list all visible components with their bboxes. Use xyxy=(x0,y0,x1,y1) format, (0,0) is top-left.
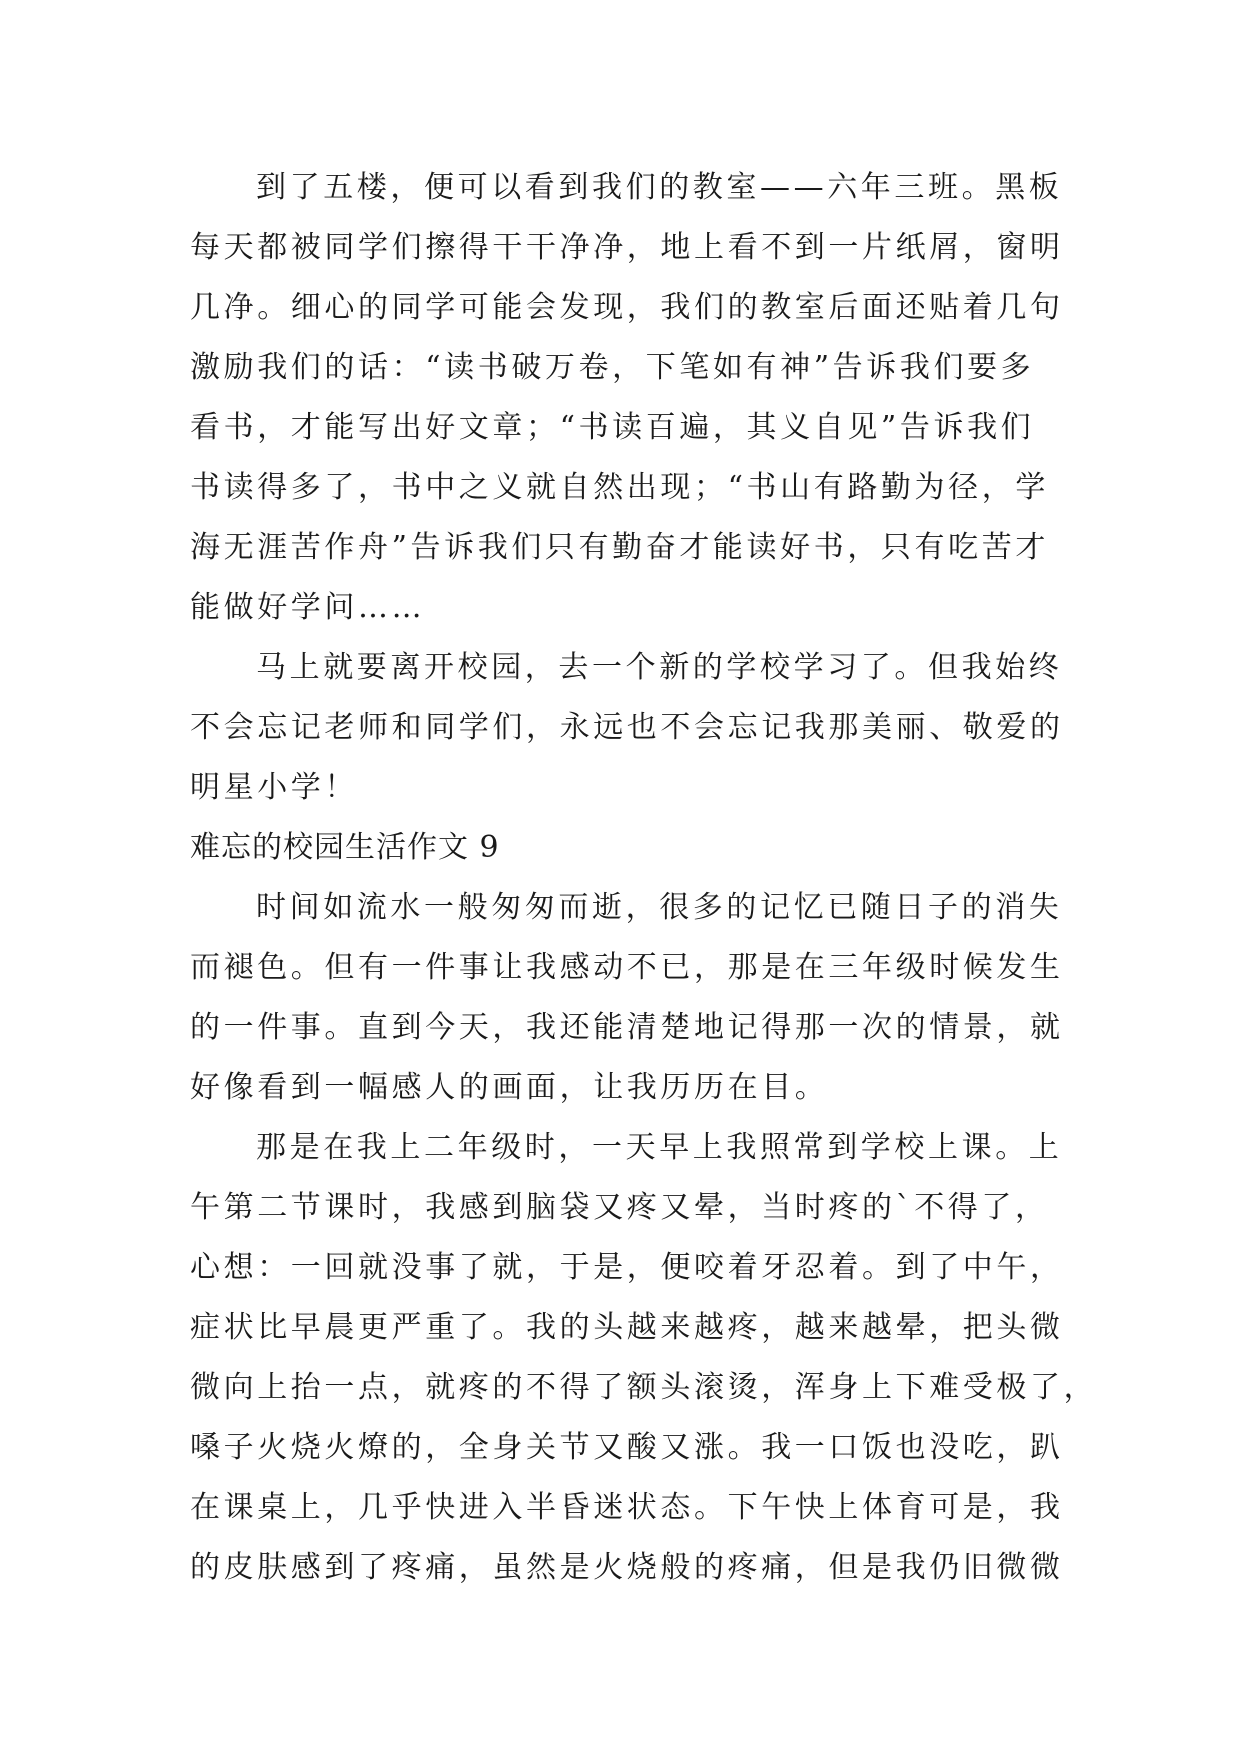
paragraph-line: 心想：一回就没事了就，于是，便咬着牙忍着。到了中午， xyxy=(190,1250,1064,1285)
paragraph-line: 到了五楼，便可以看到我们的教室——六年三班。黑板 xyxy=(256,170,1063,205)
paragraph-line: 的一件事。直到今天，我还能清楚地记得那一次的情景，就 xyxy=(190,1010,1064,1045)
paragraph-line: 午第二节课时，我感到脑袋又疼又晕，当时疼的`不得了， xyxy=(190,1190,1049,1225)
paragraph-line: 微向上抬一点，就疼的不得了额头滚烫，浑身上下难受极了， xyxy=(190,1370,1098,1405)
paragraph-line: 在课桌上，几乎快进入半昏迷状态。下午快上体育可是，我 xyxy=(190,1490,1064,1525)
paragraph-line: 好像看到一幅感人的画面，让我历历在目。 xyxy=(190,1070,829,1105)
paragraph-line: 症状比早晨更严重了。我的头越来越疼，越来越晕，把头微 xyxy=(190,1310,1064,1345)
paragraph-line: 海无涯苦作舟”告诉我们只有勤奋才能读好书，只有吃苦才 xyxy=(190,530,1049,565)
paragraph-line: 激励我们的话：“读书破万卷，下笔如有神”告诉我们要多 xyxy=(190,350,1035,385)
paragraph-line: 每天都被同学们擦得干干净净，地上看不到一片纸屑，窗明 xyxy=(190,230,1064,265)
paragraph-line: 而褪色。但有一件事让我感动不已，那是在三年级时候发生 xyxy=(190,950,1064,985)
paragraph-line: 看书，才能写出好文章；“书读百遍，其义自见”告诉我们 xyxy=(190,410,1035,445)
paragraph-line: 明星小学！ xyxy=(190,770,358,805)
paragraph-line: 马上就要离开校园，去一个新的学校学习了。但我始终 xyxy=(256,650,1063,685)
paragraph-line: 不会忘记老师和同学们，永远也不会忘记我那美丽、敬爱的 xyxy=(190,710,1064,745)
paragraph-line: 那是在我上二年级时，一天早上我照常到学校上课。上 xyxy=(256,1130,1063,1165)
essay-heading: 难忘的校园生活作文 9 xyxy=(190,830,500,865)
paragraph-line: 能做好学问…… xyxy=(190,590,426,625)
document-body xyxy=(190,158,1098,1598)
paragraph-line: 书读得多了，书中之义就自然出现；“书山有路勤为径，学 xyxy=(190,470,1049,505)
paragraph-line: 嗓子火烧火燎的，全身关节又酸又涨。我一口饭也没吃，趴 xyxy=(190,1430,1064,1465)
paragraph-line: 几净。细心的同学可能会发现，我们的教室后面还贴着几句 xyxy=(190,290,1064,325)
paragraph-line: 时间如流水一般匆匆而逝，很多的记忆已随日子的消失 xyxy=(256,890,1063,925)
paragraph-line: 的皮肤感到了疼痛，虽然是火烧般的疼痛，但是我仍旧微微 xyxy=(190,1550,1064,1585)
